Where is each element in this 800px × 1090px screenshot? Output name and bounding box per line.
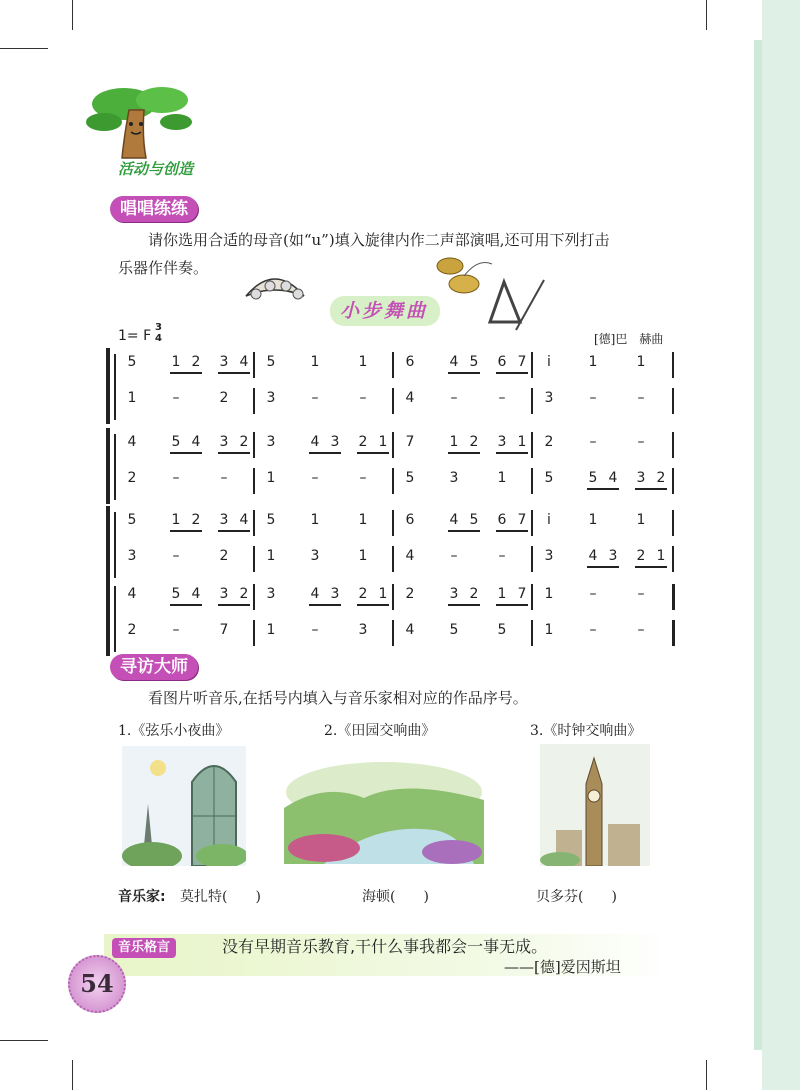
system-brace	[106, 580, 110, 656]
system-bracket	[114, 512, 116, 578]
note: 7	[517, 512, 527, 528]
barline-end	[672, 546, 674, 572]
note: 5	[469, 512, 479, 528]
note: 7	[517, 354, 527, 370]
beam-underline	[448, 530, 480, 532]
note: 2	[191, 512, 201, 528]
note: –	[637, 586, 645, 602]
note: 4	[310, 434, 320, 450]
note: 1	[310, 354, 320, 370]
note: 6	[405, 512, 415, 528]
note: 6	[497, 512, 507, 528]
barline	[392, 510, 394, 536]
time-signature	[155, 322, 162, 344]
note: 4	[405, 548, 415, 564]
note: 2	[405, 586, 415, 602]
note: 3	[330, 434, 340, 450]
triangle-icon	[486, 276, 546, 334]
quote-text: 没有早期音乐教育,干什么事我都会一事无成。	[222, 937, 548, 956]
note: 2	[656, 470, 666, 486]
note: 2	[219, 390, 229, 406]
cymbals-icon	[434, 254, 494, 296]
lower-voice	[120, 618, 676, 648]
note: 1	[310, 512, 320, 528]
lower-voice	[120, 544, 676, 574]
side-band	[762, 0, 800, 1090]
note: 3	[219, 354, 229, 370]
barline	[392, 388, 394, 414]
barline	[253, 510, 255, 536]
beam-underline	[170, 604, 202, 606]
note: 2	[358, 434, 368, 450]
note: 5	[171, 434, 181, 450]
system-brace	[106, 506, 110, 582]
sing-practice-title: 唱唱练练	[110, 196, 198, 222]
note: 5	[127, 512, 137, 528]
crop-mark	[0, 1040, 48, 1041]
note: 3	[497, 434, 507, 450]
note: –	[359, 390, 367, 406]
beam-underline	[309, 452, 341, 454]
barline	[392, 468, 394, 494]
note: 7	[219, 622, 229, 638]
score-system	[106, 430, 678, 504]
note: 5	[544, 470, 554, 486]
beam-underline	[496, 372, 528, 374]
note: 2	[219, 548, 229, 564]
note: –	[637, 622, 645, 638]
time-top: 3	[155, 322, 162, 333]
barline	[531, 388, 533, 414]
beam-underline	[218, 372, 250, 374]
note: 1	[266, 470, 276, 486]
crop-mark	[72, 1060, 73, 1090]
beam-underline	[170, 372, 202, 374]
beam-underline	[635, 566, 667, 568]
note: 4	[239, 354, 249, 370]
note: 1	[378, 586, 388, 602]
note: 1	[266, 622, 276, 638]
note: –	[498, 390, 506, 406]
note: 3	[608, 548, 618, 564]
note: 3	[636, 470, 646, 486]
answer-beethoven[interactable]: 贝多芬( )	[536, 889, 617, 905]
beam-underline	[448, 452, 480, 454]
note: 2	[127, 470, 137, 486]
note: 1	[588, 354, 598, 370]
note: 6	[405, 354, 415, 370]
note: 5	[127, 354, 137, 370]
note: 4	[310, 586, 320, 602]
tree-logo-icon	[84, 82, 194, 162]
note: 1	[171, 354, 181, 370]
note: 3	[266, 586, 276, 602]
note: 4	[405, 390, 415, 406]
barline	[531, 510, 533, 536]
note: 3	[544, 548, 554, 564]
barline-end	[672, 584, 675, 610]
beam-underline	[357, 604, 389, 606]
beam-underline	[218, 604, 250, 606]
answer-label: 音乐家:	[118, 889, 166, 905]
instruction-line-2: 乐器作伴奏。	[118, 259, 209, 277]
composer-credit: [德]巴 赫曲	[594, 332, 664, 346]
note: 4	[127, 434, 137, 450]
note: –	[589, 586, 597, 602]
note: 3	[310, 548, 320, 564]
note: 2	[358, 586, 368, 602]
system-bracket	[114, 434, 116, 500]
note: 1	[127, 390, 137, 406]
note: 4	[588, 548, 598, 564]
note: 1	[497, 470, 507, 486]
note: i	[547, 354, 551, 370]
side-band-shadow	[754, 40, 762, 1050]
note: 1	[358, 548, 368, 564]
upper-voice	[120, 350, 676, 380]
work-2-caption: 2.《田园交响曲》	[324, 723, 436, 739]
instruction-line-1: 请你选用合适的母音(如“u”)填入旋律内作二声部演唱,还可用下列打击	[148, 231, 610, 249]
quote-author: ——[德]爱因斯坦	[504, 958, 621, 976]
song-title: 小步舞曲	[340, 300, 429, 322]
barline-end	[672, 432, 674, 458]
note: 4	[239, 512, 249, 528]
tambourine-icon	[240, 266, 310, 310]
note: 2	[544, 434, 554, 450]
lower-voice	[120, 386, 676, 416]
system-bracket	[114, 586, 116, 652]
note: 7	[517, 586, 527, 602]
note: –	[220, 470, 228, 486]
note: –	[450, 548, 458, 564]
note: –	[589, 434, 597, 450]
beam-underline	[587, 488, 619, 490]
note: 1	[636, 354, 646, 370]
note: 5	[266, 512, 276, 528]
upper-voice	[120, 508, 676, 538]
beam-underline	[635, 488, 667, 490]
note: 6	[497, 354, 507, 370]
beam-underline	[170, 452, 202, 454]
beam-underline	[496, 604, 528, 606]
note: 1	[266, 548, 276, 564]
barline	[392, 352, 394, 378]
note: 5	[469, 354, 479, 370]
note: 4	[449, 354, 459, 370]
lower-voice	[120, 466, 676, 496]
beam-underline	[218, 452, 250, 454]
note: i	[547, 512, 551, 528]
barline	[392, 546, 394, 572]
barline	[531, 620, 533, 646]
note: 1	[656, 548, 666, 564]
crop-mark	[706, 0, 707, 30]
barline-end	[672, 468, 674, 494]
note: 2	[239, 586, 249, 602]
serenade-illustration	[122, 746, 246, 866]
work-1-caption: 1.《弦乐小夜曲》	[118, 723, 230, 739]
score-system	[106, 582, 678, 656]
beam-underline	[218, 530, 250, 532]
beam-underline	[309, 604, 341, 606]
beam-underline	[448, 372, 480, 374]
system-brace	[106, 428, 110, 504]
note: 1	[378, 434, 388, 450]
note: 4	[405, 622, 415, 638]
note: 3	[358, 622, 368, 638]
note: 2	[469, 586, 479, 602]
note: 3	[449, 470, 459, 486]
note: –	[637, 434, 645, 450]
score-system	[106, 508, 678, 582]
barline	[253, 546, 255, 572]
barline	[253, 620, 255, 646]
barline	[253, 432, 255, 458]
work-3-caption: 3.《时钟交响曲》	[530, 723, 642, 739]
note: 5	[588, 470, 598, 486]
barline	[392, 620, 394, 646]
barline	[392, 432, 394, 458]
barline	[531, 546, 533, 572]
barline	[253, 388, 255, 414]
note: 7	[405, 434, 415, 450]
note: 3	[219, 434, 229, 450]
visit-instruction: 看图片听音乐,在括号内填入与音乐家相对应的作品序号。	[148, 689, 528, 707]
answer-mozart[interactable]: 莫扎特( )	[180, 889, 261, 905]
note: 3	[449, 586, 459, 602]
barline	[531, 584, 533, 610]
note: –	[172, 390, 180, 406]
note: 5	[405, 470, 415, 486]
beam-underline	[496, 530, 528, 532]
beam-underline	[357, 452, 389, 454]
beam-underline	[170, 530, 202, 532]
note: 4	[127, 586, 137, 602]
note: –	[359, 470, 367, 486]
note: 2	[191, 354, 201, 370]
time-bottom: 4	[155, 333, 162, 344]
note: 3	[330, 586, 340, 602]
crop-mark	[706, 1060, 707, 1090]
note: 1	[497, 586, 507, 602]
note: 5	[497, 622, 507, 638]
note: 2	[469, 434, 479, 450]
note: 1	[544, 622, 554, 638]
answer-haydn[interactable]: 海顿( )	[362, 889, 429, 905]
note: 2	[239, 434, 249, 450]
note: –	[589, 622, 597, 638]
note: 3	[219, 586, 229, 602]
barline-end	[672, 620, 675, 646]
visit-masters-title: 寻访大师	[110, 654, 198, 680]
note: –	[172, 548, 180, 564]
score-system	[106, 350, 678, 424]
barline-end	[672, 352, 674, 378]
pastoral-illustration	[284, 752, 484, 864]
note: 3	[127, 548, 137, 564]
crop-mark	[0, 48, 48, 49]
note: –	[311, 390, 319, 406]
barline	[253, 468, 255, 494]
note: –	[589, 390, 597, 406]
note: 5	[266, 354, 276, 370]
note: 1	[171, 512, 181, 528]
note: –	[637, 390, 645, 406]
note: 1	[517, 434, 527, 450]
system-brace	[106, 348, 110, 424]
quote-tag: 音乐格言	[112, 938, 176, 958]
barline	[531, 468, 533, 494]
note: –	[311, 622, 319, 638]
system-bracket	[114, 354, 116, 420]
note: 1	[449, 434, 459, 450]
note: 4	[191, 586, 201, 602]
crop-mark	[72, 0, 73, 30]
beam-underline	[448, 604, 480, 606]
barline	[531, 352, 533, 378]
page-number: 54	[68, 955, 126, 1013]
note: –	[172, 470, 180, 486]
note: 1	[636, 512, 646, 528]
note: 5	[449, 622, 459, 638]
note: 1	[544, 586, 554, 602]
note: 2	[127, 622, 137, 638]
note: 1	[358, 512, 368, 528]
section-label: 活动与创造	[118, 160, 194, 178]
beam-underline	[496, 452, 528, 454]
barline-end	[672, 388, 674, 414]
note: 4	[608, 470, 618, 486]
barline	[392, 584, 394, 610]
note: –	[172, 622, 180, 638]
note: 3	[266, 434, 276, 450]
note: 1	[358, 354, 368, 370]
note: 4	[449, 512, 459, 528]
note: –	[498, 548, 506, 564]
clock-tower-illustration	[540, 744, 650, 866]
note: –	[450, 390, 458, 406]
note: 3	[266, 390, 276, 406]
beam-underline	[587, 566, 619, 568]
upper-voice	[120, 582, 676, 612]
note: 1	[588, 512, 598, 528]
barline-end	[672, 510, 674, 536]
note: 3	[544, 390, 554, 406]
barline	[253, 352, 255, 378]
barline	[253, 584, 255, 610]
barline	[531, 432, 533, 458]
upper-voice	[120, 430, 676, 460]
note: –	[311, 470, 319, 486]
note: 2	[636, 548, 646, 564]
note: 4	[191, 434, 201, 450]
key-signature: 1= F	[118, 328, 152, 344]
note: 3	[219, 512, 229, 528]
note: 5	[171, 586, 181, 602]
